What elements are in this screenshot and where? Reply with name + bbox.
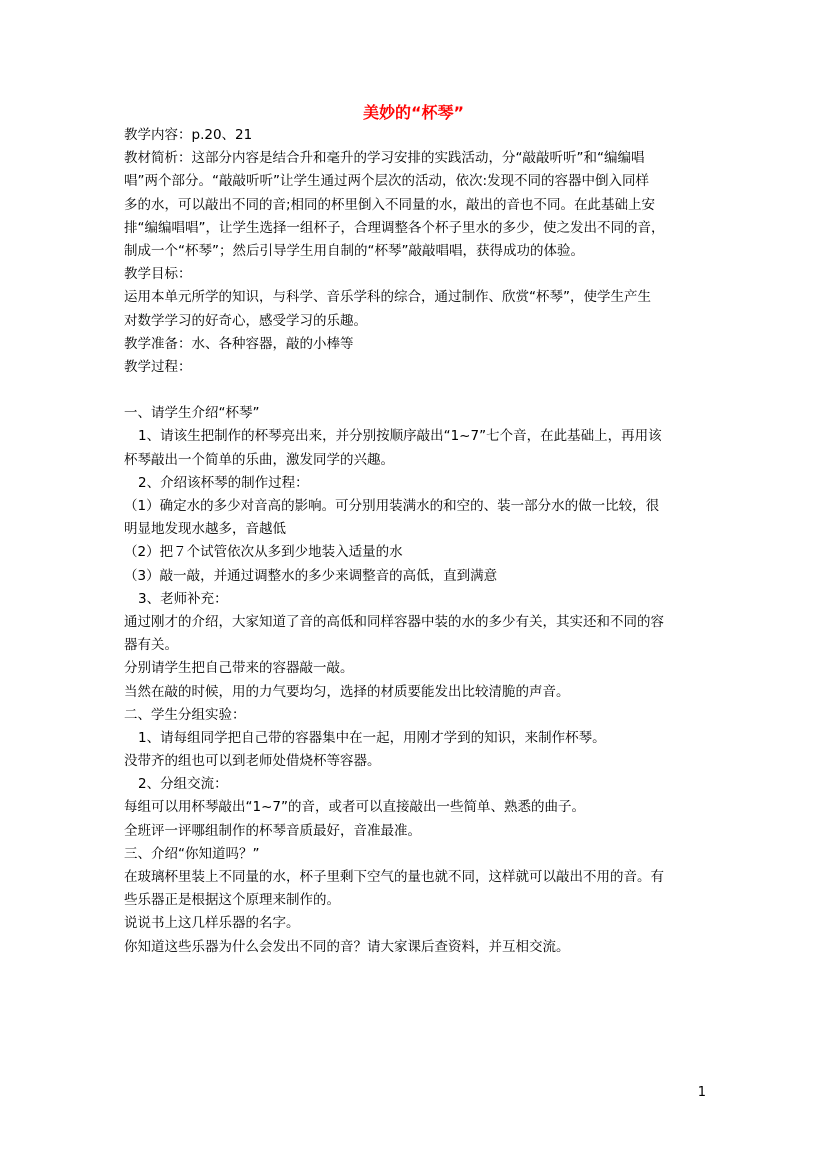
- section-heading: 二、学生分组实验：: [124, 706, 246, 723]
- text-line: 排“编编唱唱”，让学生选择一组杯子，合理调整各个杯子里水的多少，使之发出不同的音，: [124, 219, 665, 236]
- text-line: 1、请每组同学把自己带的容器集中在一起，用刚才学到的知识，来制作杯琴。: [138, 729, 606, 746]
- section-heading: 教学目标：: [124, 266, 192, 283]
- text-line: 教学内容：p.20、21: [124, 127, 253, 143]
- text-line: （2）把７个试管依次从多到少地装入适量的水: [124, 544, 403, 561]
- page-number: 1: [697, 1085, 706, 1100]
- text-line: 教材简析：这部分内容是结合升和毫升的学习安排的实践活动，分“敲敲听听”和“编编唱: [124, 150, 645, 167]
- section-heading: 一、请学生介绍“杯琴”: [124, 405, 260, 422]
- text-line: 当然在敲的时候，用的力气要均匀，选择的材质要能发出比较清脆的声音。: [124, 683, 570, 700]
- text-line: 你知道这些乐器为什么会发出不同的音？请大家课后查资料，并互相交流。: [124, 938, 570, 955]
- text-line: 些乐器正是根据这个原理来制作的。: [124, 892, 340, 909]
- text-line: 全班评一评哪组制作的杯琴音质最好，音准最准。: [124, 822, 421, 839]
- text-line: （1）确定水的多少对音高的影响。可分别用装满水的和空的、装一部分水的做一比较，很: [124, 498, 660, 514]
- text-line: 1、请该生把制作的杯琴亮出来，并分别按顺序敲出“1~7”七个音，在此基础上，再用该: [138, 428, 662, 445]
- text-line: 3、老师补充：: [138, 590, 228, 607]
- document-body: [124, 124, 704, 959]
- text-line: 运用本单元所学的知识，与科学、音乐学科的综合，通过制作、欣赏“杯琴”，使学生产生: [124, 289, 651, 306]
- text-line: （3）敲一敲，并通过调整水的多少来调整音的高低，直到满意: [124, 567, 498, 584]
- text-line: 器有关。: [124, 637, 178, 654]
- section-heading: 三、介绍“你知道吗？”: [124, 845, 260, 862]
- text-line: 2、介绍该杯琴的制作过程：: [138, 474, 309, 491]
- text-line: 在玻璃杯里装上不同量的水，杯子里剩下空气的量也就不同，这样就可以敲出不用的音。有: [124, 869, 664, 885]
- text-line: 说说书上这几样乐器的名字。: [124, 915, 300, 932]
- text-line: 2、分组交流：: [138, 776, 228, 793]
- text-line: 对数学学习的好奇心，感受学习的乐趣。: [124, 312, 367, 329]
- text-line: 唱”两个部分。“敲敲听听”让学生通过两个层次的活动，依次:发现不同的容器中倒入同样: [124, 173, 650, 190]
- text-line: 多的水，可以敲出不同的音;相同的杯里倒入不同量的水，敲出的音也不同。在此基础上安: [124, 196, 656, 213]
- text-line: 制成一个“杯琴”；然后引导学生用自制的“杯琴”敲敲唱唱，获得成功的体验。: [124, 242, 584, 259]
- text-line: 每组可以用杯琴敲出“1~7”的音，或者可以直接敲出一些简单、熟悉的曲子。: [124, 799, 585, 816]
- text-line: 分别请学生把自己带来的容器敲一敲。: [124, 660, 354, 677]
- text-line: 通过刚才的介绍，大家知道了音的高低和同样容器中装的水的多少有关，其实还和不同的容: [124, 613, 664, 630]
- document-title: 美妙的“杯琴”: [362, 103, 465, 122]
- text-line: 教学准备：水、各种容器，敲的小棒等: [124, 335, 354, 352]
- text-line: 没带齐的组也可以到老师处借烧杯等容器。: [124, 753, 381, 770]
- text-line: 明显地发现水越多，音越低: [124, 521, 286, 538]
- blank-line: [124, 379, 704, 402]
- text-line: 杯琴敲出一个简单的乐曲，激发同学的兴趣。: [124, 451, 394, 468]
- section-heading: 教学过程：: [124, 358, 192, 375]
